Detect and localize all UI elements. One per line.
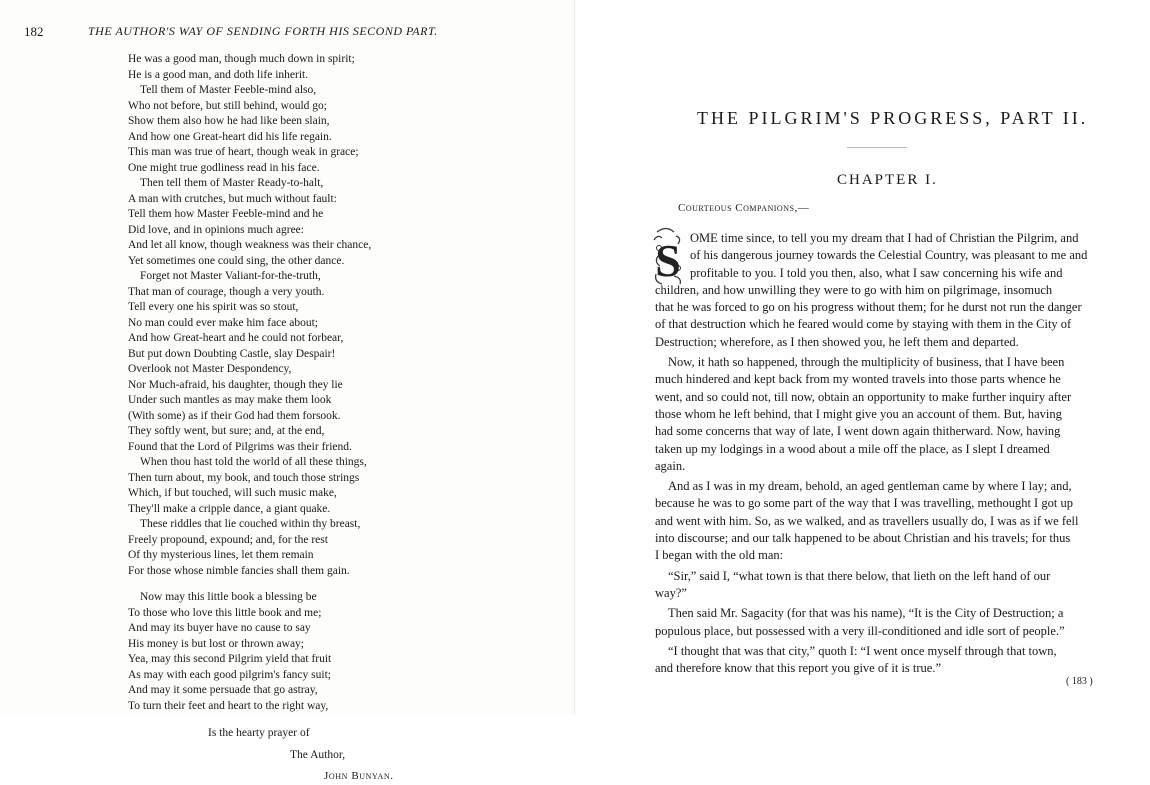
text-line: into discourse; and our talk happened to be about Christian and his travels; for thus — [655, 531, 1071, 546]
poem-line: (With some) as if their God had them forsook. — [128, 409, 341, 422]
poem-line: No man could ever make him face about; — [128, 316, 318, 329]
poem-line: To those who love this little book and me; — [128, 606, 322, 619]
poem-line: Did love, and in opinions much agree: — [128, 223, 304, 236]
right-page-number: ( 183 ) — [1066, 676, 1093, 687]
poem-line: Tell them of Master Feeble-mind also, — [140, 84, 317, 96]
text-line: had some concerns that way of late, I went down again thitherward. Now, having — [655, 424, 1061, 439]
text-line: again. — [655, 458, 686, 473]
poem-line: Now may this little book a blessing be — [140, 591, 317, 603]
poem-line: Freely propound, expound; and, for the rest — [128, 533, 328, 546]
poem-line: But put down Doubting Castle, slay Despair! — [128, 347, 336, 360]
text-line: profitable to you. I told you then, also, what I saw concerning his wife and — [690, 265, 1063, 280]
poem-line: And how one Great-heart did his life regain. — [128, 130, 332, 143]
poem-line: Show them also how he had like been slain, — [128, 115, 330, 127]
poem-line: When thou hast told the world of all these things, — [140, 456, 367, 468]
poem-line: Tell them how Master Feeble-mind and he — [128, 208, 324, 220]
poem-line: Nor Much-afraid, his daughter, though they lie — [128, 378, 343, 391]
text-line: children, and how unwilling they were to go with him on pilgrimage, insomuch — [655, 282, 1053, 297]
chapter-heading: CHAPTER I. — [837, 172, 938, 188]
poem-line: As may with each good pilgrim's fancy suit; — [128, 668, 331, 681]
poem — [128, 52, 548, 785]
chapter-body — [655, 230, 1135, 677]
text-line: “Sir,” said I, “what town is that there below, that lieth on the left hand of our — [668, 568, 1051, 583]
paragraph — [655, 354, 1135, 475]
running-head: THE AUTHOR'S WAY OF SENDING FORTH HIS SECOND PART. — [88, 24, 438, 38]
poem-line: And let all know, though weakness was their chance, — [128, 239, 372, 251]
poem-line: He was a good man, though much down in spirit; — [128, 53, 355, 65]
poem-line: A man with crutches, but much without fault: — [128, 192, 337, 205]
text-line: Then said Mr. Sagacity (for that was his name), “It is the City of Destruction; a — [668, 606, 1064, 621]
poem-line: Yet sometimes one could sing, the other dance. — [128, 254, 345, 267]
text-line: Now, it hath so happened, through the multiplicity of business, that I have been — [668, 355, 1065, 370]
poem-line: Tell every one his spirit was so stout, — [128, 301, 299, 313]
poem-line: Found that the Lord of Pilgrims was their friend. — [128, 440, 352, 453]
poem-stanzas — [128, 52, 548, 579]
left-page — [0, 0, 575, 782]
poem-line: Then tell them of Master Ready-to-halt, — [140, 177, 324, 189]
poem-line: They softly went, but sure; and, at the end, — [128, 425, 325, 437]
text-line: of his dangerous journey towards the Celestial Country, was pleasant to me and — [690, 248, 1088, 263]
poem-line: And may its buyer have no cause to say — [128, 622, 311, 634]
right-page — [575, 0, 1150, 715]
poem-line: That man of courage, though a very youth. — [128, 285, 325, 298]
text-line: and therefore know that this report you give of it is true.” — [655, 661, 942, 676]
title-divider — [847, 147, 907, 148]
text-line: I began with the old man: — [655, 548, 784, 563]
poem-line: To turn their feet and heart to the right way, — [128, 699, 329, 712]
poem-line: Which, if but touched, will such music make, — [128, 487, 337, 499]
poem-line: Then turn about, my book, and touch those strings — [128, 471, 360, 484]
paragraph — [655, 643, 1135, 678]
text-line: And as I was in my dream, behold, an aged gentleman came by where I lay; and, — [668, 479, 1072, 494]
drop-cap-letter: S — [655, 235, 681, 286]
text-line: OME time since, to tell you my dream that I had of Christian the Pilgrim, and — [690, 231, 1079, 245]
text-line: much hindered and kept back from my wonted travels into those parts whence he — [655, 372, 1061, 387]
poem-line: Overlook not Master Despondency, — [128, 363, 292, 375]
left-page-number: 182 — [24, 24, 44, 39]
text-line: those whom he left behind, that I might give you an account of them. But, having — [655, 406, 1062, 421]
paragraph — [655, 230, 1135, 351]
poem-line: For those whose nimble fancies shall them gain. — [128, 564, 350, 577]
poem-line: Under such mantles as may make them look — [128, 394, 332, 406]
text-line: that he was forced to go on his progress without them; for he durst not run the danger — [655, 300, 1082, 315]
poem-line: Yea, may this second Pilgrim yield that fruit — [128, 653, 332, 665]
closing-stanza — [128, 590, 548, 714]
paragraph — [655, 605, 1135, 640]
poem-line: And how Great-heart and he could not forbear, — [128, 332, 344, 344]
greeting: Courteous Companions,— — [678, 202, 810, 214]
poem-line: They'll make a cripple dance, a giant quake. — [128, 502, 331, 515]
text-line: “I thought that was that city,” quoth I: “I went once myself through that town, — [668, 643, 1057, 658]
text-line: went, and so could not, till now, obtain an opportunity to make further inquiry after — [655, 389, 1072, 404]
text-line: Destruction; wherefore, as I then showed you, he left them and departed. — [655, 334, 1019, 349]
poem-line: Of thy mysterious lines, let them remain — [128, 549, 314, 561]
paragraph — [655, 568, 1135, 603]
poem-line: And may it some persuade that go astray, — [128, 684, 318, 696]
text-line: taken up my lodgings in a wood about a mile off the place, as I slept I dreamed — [655, 441, 1050, 456]
poem-line: Who not before, but still behind, would go; — [128, 99, 327, 112]
poem-line: His money is but lost or thrown away; — [128, 637, 304, 650]
text-line: because he was to go some part of the way that I was travelling, methought I got up — [655, 496, 1073, 511]
poem-line: Forget not Master Valiant-for-the-truth, — [140, 270, 321, 282]
prayer-line: Is the hearty prayer of — [208, 727, 310, 739]
book-title: THE PILGRIM'S PROGRESS, PART II. — [697, 108, 1089, 128]
paragraph — [655, 478, 1135, 564]
author-name: John Bunyan. — [324, 770, 394, 782]
poem-line: One might true godliness read in his face. — [128, 161, 320, 174]
poem-line: These riddles that lie couched within thy breast, — [140, 518, 361, 530]
poem-line: He is a good man, and doth life inherit. — [128, 68, 309, 81]
text-line: of that destruction which he feared would come by staying with them in the City of — [655, 317, 1072, 332]
text-line: populous place, but possessed with a very ill-conditioned and idle sort of people.” — [655, 623, 1065, 638]
poem-line: This man was true of heart, though weak in grace; — [128, 146, 359, 158]
text-line: and went with him. So, as we walked, and as travellers usually do, I was as if we fell — [655, 513, 1079, 528]
text-line: way?” — [655, 585, 687, 600]
author-line: The Author, — [290, 748, 346, 761]
